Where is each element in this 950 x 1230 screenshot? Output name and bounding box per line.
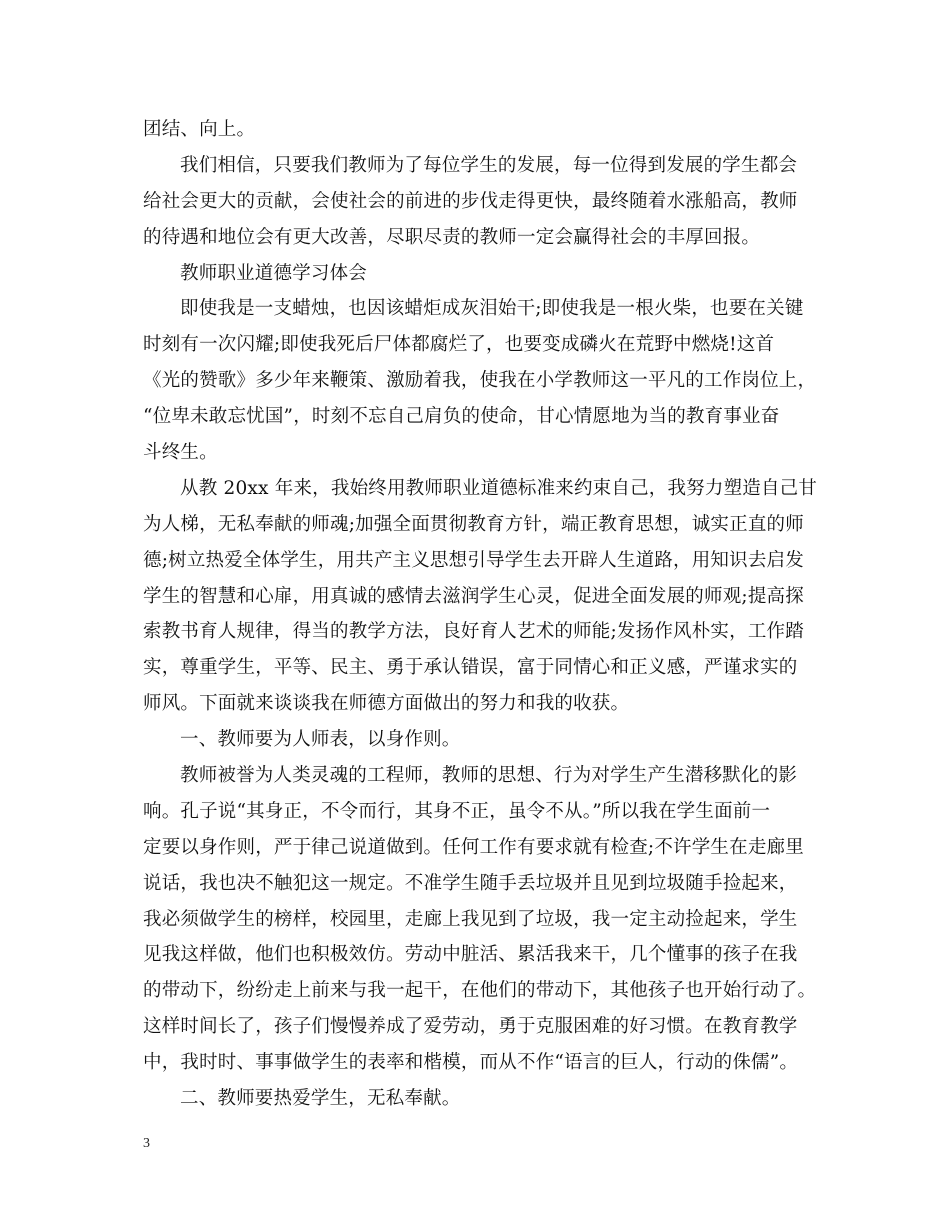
text-line: 中，我时时、事事做学生的表率和楷模，而从不作“语言的巨人，行动的侏儒”。 [143,1052,799,1074]
text-line: 从教 20xx 年来，我始终用教师职业道德标准来约束自己，我努力塑造自己甘 [180,477,818,499]
text-line: 给社会更大的贡献，会使社会的前进的步伐走得更快，最终随着水涨船高，教师 [143,190,798,212]
text-line: 即使我是一支蜡烛，也因该蜡炬成灰泪始干;即使我是一根火柴，也要在关键 [180,298,804,320]
text-line: 实，尊重学生，平等、民主、勇于承认错误，富于同情心和正义感，严谨求实的 [143,657,798,679]
text-line: 响。孔子说“其身正，不令而行，其身不正，虽令不从。”所以我在学生面前一 [143,800,771,822]
text-line: 时刻有一次闪耀;即使我死后尸体都腐烂了，也要变成磷火在荒野中燃烧!这首 [143,334,775,356]
text-line: 师风。下面就来谈谈我在师德方面做出的努力和我的收获。 [143,693,630,715]
page-number: 3 [143,1136,150,1151]
text-line: 二、教师要热爱学生，无私奉献。 [180,1088,461,1110]
text-line: 学生的智慧和心扉，用真诚的感情去滋润学生心灵，促进全面发展的师观;提高探 [143,585,804,607]
text-line: 为人梯，无私奉献的师魂;加强全面贯彻教育方针，端正教育思想，诚实正直的师 [143,513,804,535]
text-line: 说话，我也决不触犯这一规定。不准学生随手丢垃圾并且见到垃圾随手捡起来， [143,872,798,894]
text-line: 教师被誉为人类灵魂的工程师，教师的思想、行为对学生产生潜移默化的影 [180,765,798,787]
text-line: 见我这样做，他们也积极效仿。劳动中脏活、累活我来干，几个懂事的孩子在我 [143,944,798,966]
text-line: 的带动下，纷纷走上前来与我一起干，在他们的带动下，其他孩子也开始行动了。 [143,980,817,1002]
text-line: 一、教师要为人师表，以身作则。 [180,729,461,751]
text-line: 德;树立热爱全体学生，用共产主义思想引导学生去开辟人生道路，用知识去启发 [143,549,804,571]
text-line: 团结、向上。 [143,119,256,140]
text-line: 教师职业道德学习体会 [180,262,368,284]
document-body [143,112,818,1117]
text-line: 我们相信，只要我们教师为了每位学生的发展，每一位得到发展的学生都会 [180,154,798,176]
text-line: 定要以身作则，严于律己说道做到。任何工作有要求就有检查;不许学生在走廊里 [143,836,804,858]
text-line: 这样时间长了，孩子们慢慢养成了爱劳动，勇于克服困难的好习惯。在教育教学 [143,1016,798,1038]
text-line: 《光的赞歌》多少年来鞭策、激励着我，使我在小学教师这一平凡的工作岗位上， [143,370,817,392]
text-line: 索教书育人规律，得当的教学方法，良好育人艺术的师能;发扬作风朴实，工作踏 [143,621,804,643]
text-line: 我必须做学生的榜样，校园里，走廊上我见到了垃圾，我一定主动捡起来，学生 [143,908,798,930]
text-line: “位卑未敢忘忧国”，时刻不忘自己肩负的使命，甘心情愿地为当的教育事业奋 [143,406,780,428]
text-line: 斗终生。 [143,442,218,464]
text-line: 的待遇和地位会有更大改善，尽职尽责的教师一定会赢得社会的丰厚回报。 [143,226,761,248]
